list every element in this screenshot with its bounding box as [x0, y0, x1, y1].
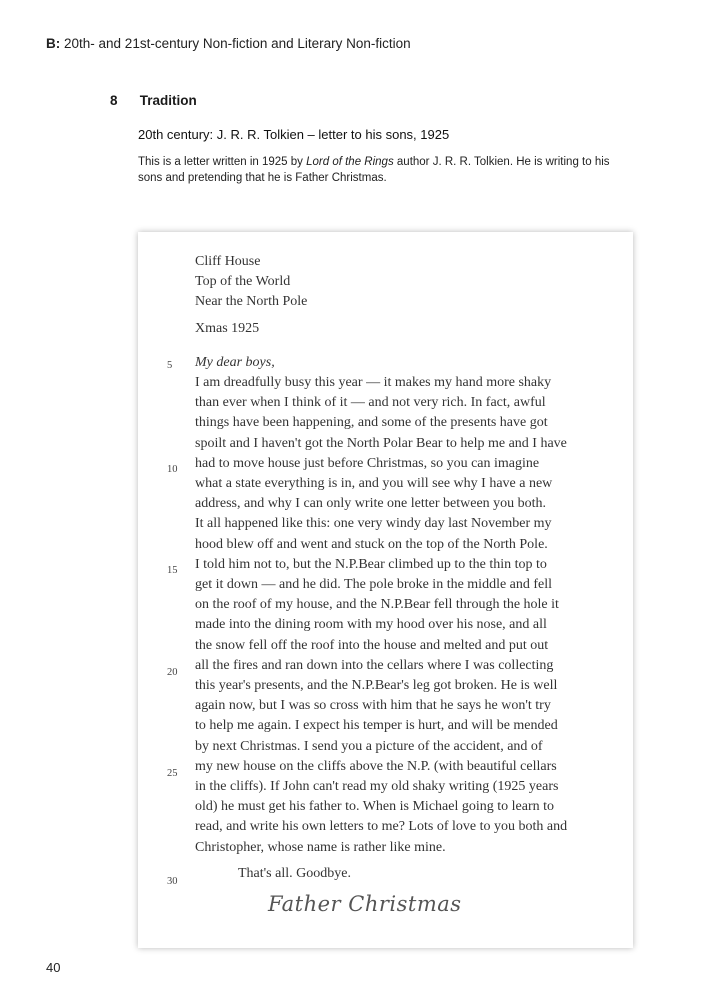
body-line: old) he must get his father to. When is Michael going to learn to	[195, 799, 554, 815]
body-line: what a state everything is in, and you will see why I have a new	[195, 476, 553, 492]
address-line: Near the North Pole	[195, 294, 308, 309]
body-line: the snow fell off the roof into the house and melted and put out	[195, 637, 549, 653]
body-line: all the fires and ran down into the cellars where I was collecting	[195, 657, 554, 673]
line-number: 25	[167, 768, 178, 779]
body-line: I told him not to, but the N.P.Bear climbed up to the thin top to	[195, 556, 547, 572]
intro-paragraph	[138, 154, 618, 186]
line-number: 15	[167, 565, 178, 576]
letter-text	[195, 252, 605, 916]
line-number: 20	[167, 667, 178, 678]
line-number: 5	[167, 360, 173, 371]
header-title: 20th- and 21st-century Non-fiction and Literary Non-fiction	[64, 36, 411, 51]
intro-text-after: author J. R. R. Tolkien. He is writing to his sons and pretending that he is Father Christmas.	[138, 156, 610, 184]
body-line: hood blew off and went and stuck on the top of the North Pole.	[195, 536, 548, 552]
address-line: Cliff House	[195, 254, 261, 269]
line-number: 30	[167, 876, 178, 887]
body-line: had to move house just before Christmas, so you can imagine	[195, 455, 540, 471]
body-line: made into the dining room with my hood over his nose, and all	[195, 617, 547, 633]
body-line: to help me again. I expect his temper is hurt, and will be mended	[195, 718, 558, 734]
body-line: on the roof of my house, and the N.P.Bear fell through the hole it	[195, 597, 559, 613]
signature: Father Christmas	[268, 891, 462, 916]
body-line: address, and why I can only write one letter between you both.	[195, 496, 547, 512]
address-line: Top of the World	[195, 274, 291, 289]
line-number: 10	[167, 464, 178, 475]
body-line: get it down — and he did. The pole broke in the middle and fell	[195, 577, 553, 593]
letter-greeting: My dear boys,	[195, 355, 275, 370]
body-line: things have been happening, and some of the presents have got	[195, 415, 548, 431]
running-header	[46, 36, 411, 51]
header-label: B:	[46, 36, 61, 51]
intro-text-before: This is a letter written in 1925 by	[138, 156, 307, 168]
section-title: Tradition	[139, 93, 197, 108]
body-line: It all happened like this: one very windy day last November my	[195, 516, 552, 532]
body-line: Christopher, whose name is rather like mine.	[195, 839, 446, 855]
body-line: this year's presents, and the N.P.Bear's leg got broken. He is well	[195, 678, 558, 694]
letter-date: Xmas 1925	[195, 321, 260, 336]
body-line: my new house on the cliffs above the N.P. (with beautiful cellars	[195, 758, 557, 774]
body-line: again now, but I was so cross with him that he says he won't try	[195, 698, 551, 714]
section-heading	[110, 93, 197, 108]
letter-closing: That's all. Goodbye.	[238, 865, 351, 881]
letter-card	[138, 232, 633, 948]
body-line: spoilt and I haven't got the North Polar Bear to help me and I have	[195, 435, 567, 451]
body-line: than ever when I think of it — and not very rich. In fact, awful	[195, 395, 546, 411]
page-number: 40	[46, 960, 61, 975]
intro-book-title: Lord of the Rings	[306, 156, 394, 168]
text-subtitle: 20th century: J. R. R. Tolkien – letter to his sons, 1925	[138, 127, 450, 142]
body-line: I am dreadfully busy this year — it makes my hand more shaky	[195, 375, 552, 390]
body-line: by next Christmas. I send you a picture of the accident, and of	[195, 738, 543, 754]
body-line: in the cliffs). If John can't read my old shaky writing (1925 years	[195, 779, 559, 795]
body-line: read, and write his own letters to me? Lots of love to you both and	[195, 819, 568, 835]
section-number: 8	[110, 93, 118, 108]
letter-body	[195, 373, 605, 858]
address-block	[195, 252, 605, 312]
